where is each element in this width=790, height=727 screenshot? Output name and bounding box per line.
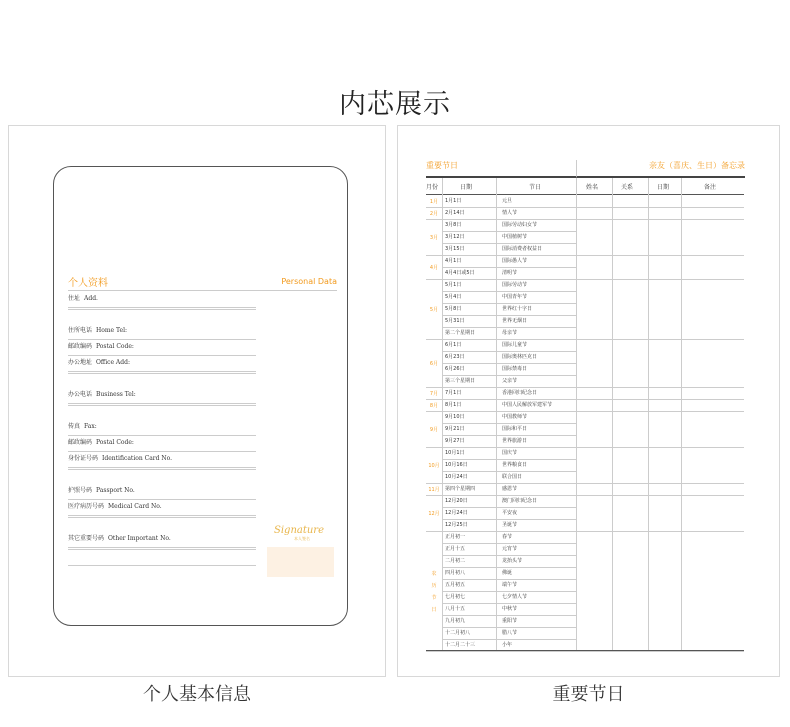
column-header-row — [426, 178, 744, 195]
holiday-date: 8月1日 — [445, 402, 462, 408]
holiday-name: 父亲节 — [502, 378, 518, 384]
field-label-en: Identification Card No. — [102, 455, 173, 462]
memo-grid-row[interactable] — [576, 388, 744, 400]
field-label-cn: 护照号码 — [68, 487, 93, 494]
holiday-row — [442, 448, 576, 460]
holiday-name: 七夕情人节 — [502, 594, 528, 600]
personal-field-row[interactable] — [68, 437, 256, 452]
holiday-row — [442, 424, 576, 436]
holiday-name: 中国人民解放军建军节 — [502, 402, 553, 408]
holiday-row — [442, 532, 576, 544]
field-label-cn: 医疗病历号码 — [68, 503, 105, 510]
holiday-name: 小年 — [502, 642, 513, 648]
col-month: 月份 — [426, 184, 439, 191]
page-title: 内芯展示 — [339, 89, 451, 120]
personal-field-row[interactable] — [68, 501, 256, 516]
personal-field-row[interactable] — [68, 453, 256, 468]
holiday-date: 5月1日 — [445, 282, 462, 288]
month-label: 4月 — [429, 265, 439, 271]
memo-grid-row[interactable] — [576, 400, 744, 412]
holiday-date: 1月1日 — [445, 198, 462, 204]
holiday-date: 二月初二 — [445, 558, 466, 564]
memo-grid-row[interactable] — [576, 448, 744, 484]
writing-line[interactable] — [68, 549, 256, 550]
holiday-row — [442, 292, 576, 304]
holiday-date: 正月初一 — [445, 534, 466, 540]
month-label: 9月 — [429, 427, 439, 433]
holiday-date: 九月初九 — [445, 618, 466, 624]
holiday-name: 平安夜 — [502, 510, 518, 516]
holiday-row — [442, 388, 576, 400]
month-cell — [426, 400, 442, 412]
signature-en: Signature — [274, 525, 325, 536]
holiday-row — [442, 520, 576, 532]
holiday-row — [442, 580, 576, 592]
holiday-name: 佛诞 — [502, 570, 513, 576]
personal-field-row[interactable] — [68, 293, 256, 308]
memo-grid-row[interactable] — [576, 484, 744, 496]
holiday-date: 12月24日 — [445, 510, 468, 516]
writing-line[interactable] — [68, 373, 256, 374]
personal-data-title-cn: 个人资料 — [68, 278, 108, 289]
holiday-date: 五月初五 — [445, 582, 466, 588]
holiday-name: 母亲节 — [502, 330, 518, 336]
holiday-date: 七月初七 — [445, 594, 466, 600]
writing-line[interactable] — [68, 517, 256, 518]
table-bottom-line — [426, 650, 744, 651]
holiday-name: 世界红十字日 — [502, 306, 533, 312]
month-label: 3月 — [429, 235, 439, 241]
col-name: 姓名 — [586, 184, 599, 191]
holiday-row — [442, 304, 576, 316]
month-label: 11月 — [428, 487, 440, 493]
holiday-row — [442, 604, 576, 616]
field-label-en: Add. — [84, 295, 98, 302]
month-label: 农历节日 — [431, 571, 437, 613]
holiday-row — [442, 472, 576, 484]
col-date: 日期 — [460, 184, 473, 191]
month-label: 10月 — [428, 463, 440, 469]
holiday-date: 5月8日 — [445, 306, 462, 312]
holiday-name: 春节 — [502, 534, 513, 540]
holiday-date: 4月1日 — [445, 258, 462, 264]
holiday-name: 世界无烟日 — [502, 318, 528, 324]
holiday-name: 中国植树节 — [502, 234, 528, 240]
writing-line[interactable] — [68, 565, 256, 566]
holiday-row — [442, 280, 576, 292]
field-label-cn: 住所电话 — [68, 327, 93, 334]
field-label-en: Fax: — [84, 423, 97, 430]
holiday-row — [442, 268, 576, 280]
holiday-name: 圣诞节 — [502, 522, 518, 528]
field-label-en: Office Add: — [96, 359, 130, 366]
holiday-date: 6月23日 — [445, 354, 465, 360]
field-label-cn: 办公电话 — [68, 391, 93, 398]
holiday-row — [442, 496, 576, 508]
memo-grid-row[interactable] — [576, 412, 744, 448]
holiday-date: 10月1日 — [445, 450, 465, 456]
month-label: 2月 — [429, 211, 439, 217]
holiday-row — [442, 544, 576, 556]
holiday-date: 四月初八 — [445, 570, 466, 576]
holiday-row — [442, 376, 576, 388]
field-label-en: Other Important No. — [108, 535, 171, 542]
holiday-name: 端午节 — [502, 582, 518, 588]
holiday-name: 元旦 — [502, 198, 513, 204]
holiday-date: 2月14日 — [445, 210, 465, 216]
holiday-row — [442, 400, 576, 412]
holiday-date: 5月4日 — [445, 294, 462, 300]
holiday-name: 国际和平日 — [502, 426, 528, 432]
holiday-row — [442, 352, 576, 364]
col-relation: 关系 — [621, 184, 634, 191]
personal-field-row[interactable] — [68, 533, 256, 548]
holiday-date: 12月20日 — [445, 498, 468, 504]
holidays-header: 重要节日 — [426, 160, 576, 178]
holiday-name: 元宵节 — [502, 546, 518, 552]
personal-field-row[interactable] — [68, 389, 256, 404]
month-cell — [426, 280, 442, 340]
holiday-name: 联合国日 — [502, 474, 523, 480]
holiday-date: 9月27日 — [445, 438, 465, 444]
caption-right: 重要节日 — [552, 684, 625, 705]
holiday-row — [442, 256, 576, 268]
holiday-row — [442, 220, 576, 232]
month-label: 8月 — [429, 403, 439, 409]
holiday-row — [442, 508, 576, 520]
col-remark: 备注 — [704, 184, 717, 191]
holiday-name: 国际奥林匹克日 — [502, 354, 538, 360]
holiday-date: 第四个星期四 — [445, 486, 476, 492]
month-cell — [426, 340, 442, 388]
field-label-cn: 传真 — [68, 423, 81, 430]
writing-line[interactable] — [68, 309, 256, 310]
holiday-name: 澳门回归纪念日 — [502, 498, 538, 504]
holiday-date: 10月16日 — [445, 462, 468, 468]
memo-grid-row[interactable] — [576, 196, 744, 208]
month-cell — [426, 196, 442, 208]
personal-data-header — [68, 274, 337, 291]
field-label-en: Passport No. — [96, 487, 135, 494]
holiday-date: 6月26日 — [445, 366, 465, 372]
holiday-name: 中国青年节 — [502, 294, 528, 300]
holiday-row — [442, 340, 576, 352]
holiday-name: 国际劳动妇女节 — [502, 222, 538, 228]
holiday-date: 4月4日或5日 — [445, 270, 475, 276]
month-cell — [426, 496, 442, 532]
memo-grid-row[interactable] — [576, 220, 744, 256]
holiday-date: 十二月二十三 — [445, 642, 476, 648]
holiday-row — [442, 460, 576, 472]
holiday-row — [442, 364, 576, 376]
month-label: 1月 — [429, 199, 439, 205]
memo-grid-row[interactable] — [576, 340, 744, 388]
holiday-name: 国庆节 — [502, 450, 518, 456]
holiday-row — [442, 628, 576, 640]
field-label-cn: 邮政编码 — [68, 343, 93, 350]
field-label-en: Postal Code: — [96, 343, 134, 350]
holiday-name: 国际愚人节 — [502, 258, 528, 264]
holiday-date: 3月12日 — [445, 234, 465, 240]
personal-field-row[interactable] — [68, 485, 256, 500]
caption-left: 个人基本信息 — [143, 684, 251, 705]
month-label: 5月 — [429, 307, 439, 313]
month-label: 12月 — [428, 511, 440, 517]
holiday-name: 腊八节 — [502, 630, 518, 636]
holiday-date: 9月21日 — [445, 426, 465, 432]
holiday-row — [442, 244, 576, 256]
month-label: 6月 — [429, 361, 439, 367]
holiday-date: 3月15日 — [445, 246, 465, 252]
field-label-cn: 身份证号码 — [68, 455, 99, 462]
personal-data-panel — [8, 125, 386, 677]
holiday-row — [442, 484, 576, 496]
holiday-name: 重阳节 — [502, 618, 518, 624]
field-label-cn: 邮政编码 — [68, 439, 93, 446]
col-holiday: 节日 — [529, 184, 542, 191]
field-label-cn: 其它重要号码 — [68, 535, 105, 542]
holiday-name: 国际禁毒日 — [502, 366, 528, 372]
month-cell — [426, 220, 442, 256]
holiday-row — [442, 412, 576, 424]
holiday-date: 第三个星期日 — [445, 378, 476, 384]
memo-grid-row[interactable] — [576, 496, 744, 532]
holiday-date: 正月十五 — [445, 546, 466, 552]
holiday-name: 感恩节 — [502, 486, 518, 492]
holiday-date: 第二个星期日 — [445, 330, 476, 336]
month-cell — [426, 532, 442, 652]
signature-label — [274, 525, 324, 542]
holiday-date: 12月25日 — [445, 522, 468, 528]
month-cell — [426, 208, 442, 220]
holiday-row — [442, 568, 576, 580]
holiday-name: 中国教师节 — [502, 414, 528, 420]
holiday-date: 3月8日 — [445, 222, 462, 228]
signature-cn: 本人签名 — [294, 536, 310, 541]
personal-field-row[interactable] — [68, 421, 256, 436]
field-label-en: Home Tel: — [96, 327, 128, 334]
holiday-row — [442, 436, 576, 448]
holiday-row — [442, 232, 576, 244]
holiday-date: 十二月初八 — [445, 630, 471, 636]
holiday-row — [442, 592, 576, 604]
month-cell — [426, 484, 442, 496]
holiday-name: 国际劳动节 — [502, 282, 528, 288]
month-cell — [426, 448, 442, 484]
personal-field-row[interactable] — [68, 357, 256, 372]
holiday-row — [442, 556, 576, 568]
col-memo-date: 日期 — [657, 184, 670, 191]
holiday-row — [442, 208, 576, 220]
writing-line[interactable] — [68, 405, 256, 406]
holiday-row — [442, 196, 576, 208]
holiday-name: 情人节 — [502, 210, 518, 216]
holiday-row — [442, 316, 576, 328]
month-cell — [426, 412, 442, 448]
holiday-row — [442, 328, 576, 340]
holidays-panel — [397, 125, 780, 677]
holiday-date: 5月31日 — [445, 318, 465, 324]
holiday-name: 龙抬头节 — [502, 558, 523, 564]
holiday-name: 清明节 — [502, 270, 518, 276]
holiday-date: 6月1日 — [445, 342, 462, 348]
holiday-date: 10月24日 — [445, 474, 468, 480]
holiday-name: 香港回归纪念日 — [502, 390, 538, 396]
memo-grid-row[interactable] — [576, 256, 744, 280]
field-label-en: Medical Card No. — [108, 503, 162, 510]
memo-header: 亲友（喜庆、生日）备忘录 — [576, 160, 745, 178]
month-cell — [426, 388, 442, 400]
holiday-date: 7月1日 — [445, 390, 462, 396]
personal-data-card — [53, 166, 348, 626]
field-label-cn: 办公地址 — [68, 359, 93, 366]
personal-field-row[interactable] — [68, 341, 256, 356]
holiday-name: 国际儿童节 — [502, 342, 528, 348]
field-label-en: Postal Code: — [96, 439, 134, 446]
personal-data-title-en: Personal Data — [281, 277, 337, 286]
field-label-cn: 住址 — [68, 295, 81, 302]
month-label: 7月 — [429, 391, 439, 397]
holiday-name: 中秋节 — [502, 606, 518, 612]
holiday-name: 世界旅游日 — [502, 438, 528, 444]
holiday-row — [442, 616, 576, 628]
personal-field-row[interactable] — [68, 325, 256, 340]
signature-box[interactable] — [267, 547, 334, 577]
holiday-name: 世界粮食日 — [502, 462, 528, 468]
field-label-en: Business Tel: — [96, 391, 136, 398]
memo-grid-row[interactable] — [576, 280, 744, 340]
memo-grid-row[interactable] — [576, 208, 744, 220]
memo-grid-row[interactable] — [576, 532, 744, 652]
holiday-date: 9月10日 — [445, 414, 465, 420]
month-cell — [426, 256, 442, 280]
writing-line[interactable] — [68, 469, 256, 470]
holiday-name: 国际消费者权益日 — [502, 246, 543, 252]
holiday-date: 八月十五 — [445, 606, 466, 612]
